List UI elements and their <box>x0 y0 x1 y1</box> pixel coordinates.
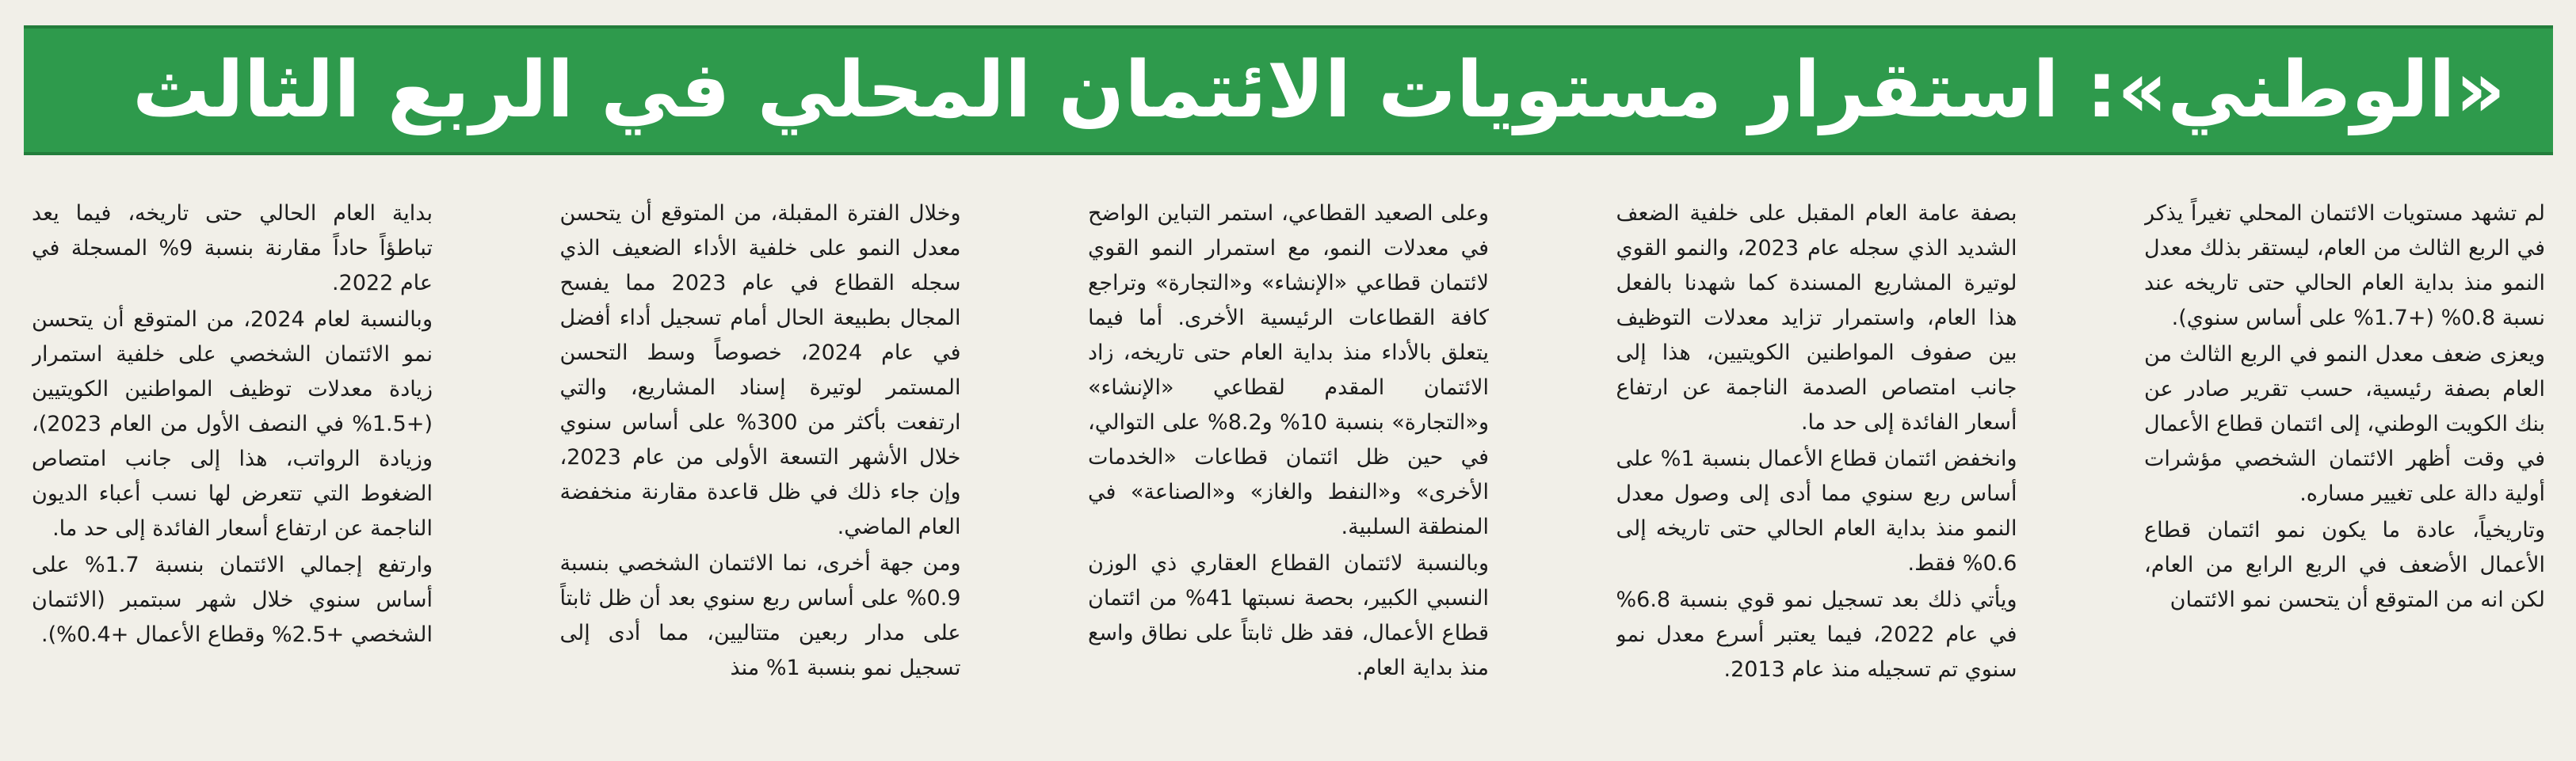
paragraph: وخلال الفترة المقبلة، من المتوقع أن يتحسن معدل النمو على خلفية الأداء الضعيف الذي سجله القطاع في عام 2023 مما يفسح المجال بطبيعة الحال أمام تسجيل أداء أفضل في عام 2024، خصوصاً وسط التحسن المستمر لوتيرة إسناد المشاريع، والتي ارتفعت بأكثر من 300% على أساس سنوي خلال الأشهر التسعة الأولى من عام 2023، وإن جاء ذلك في ظل قاعدة مقارنة منخفضة العام الماضي. <box>559 201 961 539</box>
paragraph: وعلى الصعيد القطاعي، استمر التباين الواضح في معدلات النمو، مع استمرار النمو القوي لائتمان قطاعي «الإنشاء» و«التجارة» وتراجع كافة القطاعات الرئيسية الأخرى. أما فيما يتعلق بالأداء منذ بداية العام حتى تاريخه، زاد الائتمان المقدم لقطاعي «الإنشاء» و«التجارة» بنسبة 10% و8.2% على التوالي، في حين ظل ائتمان قطاعات «الخدمات الأخرى» و«النفط والغاز» و«الصناعة» في المنطقة السلبية. <box>1088 201 1489 539</box>
paragraph: وارتفع إجمالي الائتمان بنسبة 1.7% على أساس سنوي خلال شهر سبتمبر (الائتمان الشخصي +2.5% وقطاع الأعمال +0.4%). <box>32 553 433 647</box>
paragraph: ويعزى ضعف معدل النمو في الربع الثالث من العام بصفة رئيسية، حسب تقرير صادر عن بنك الكويت الوطني، إلى ائتمان قطاع الأعمال في وقت أظهر الائتمان الشخصي مؤشرات أولية دالة على تغيير مساره. <box>2144 342 2545 506</box>
article-headline: «الوطني»: استقرار مستويات الائتمان المحلي في الربع الثالث <box>132 45 2505 135</box>
paragraph: وتاريخياً، عادة ما يكون نمو ائتمان قطاع الأعمال الأضعف في الربع الرابع من العام، لكن انه من المتوقع أن يتحسن نمو الائتمان <box>2144 518 2545 612</box>
text-column-1 <box>2144 196 2545 743</box>
headline-banner <box>24 25 2553 155</box>
text-column-3 <box>1088 196 1489 743</box>
paragraph: بصفة عامة العام المقبل على خلفية الضعف الشديد الذي سجله عام 2023، والنمو القوي لوتيرة المشاريع المسندة كما شهدنا بالفعل هذا العام، واستمرار تزايد معدلات التوظيف بين صفوف المواطنين الكويتيين، هذا إلى جانب امتصاص الصدمة الناجمة عن ارتفاع أسعار الفائدة إلى حد ما. <box>1616 201 2017 435</box>
text-column-5 <box>32 196 433 743</box>
paragraph: ويأتي ذلك بعد تسجيل نمو قوي بنسبة 6.8% في عام 2022، فيما يعتبر أسرع معدل نمو سنوي تم تسجيله منذ عام 2013. <box>1616 588 2017 682</box>
text-column-2 <box>1616 196 2017 743</box>
paragraph: لم تشهد مستويات الائتمان المحلي تغيراً يذكر في الربع الثالث من العام، ليستقر بذلك معدل النمو منذ بداية العام الحالي حتى تاريخه عند نسبة 0.8% (+1.7% على أساس سنوي). <box>2144 201 2545 330</box>
paragraph: وبالنسبة لائتمان القطاع العقاري ذي الوزن النسبي الكبير، بحصة نسبتها 41% من ائتمان قطاع الأعمال، فقد ظل ثابتاً على نطاق واسع منذ بداية العام. <box>1088 551 1489 680</box>
paragraph: بداية العام الحالي حتى تاريخه، فيما يعد تباطؤاً حاداً مقارنة بنسبة 9% المسجلة في عام 2022. <box>32 201 433 295</box>
paragraph: وانخفض ائتمان قطاع الأعمال بنسبة 1% على أساس ربع سنوي مما أدى إلى وصول معدل النمو منذ بداية العام الحالي حتى تاريخه إلى 0.6% فقط. <box>1616 447 2017 576</box>
article-body <box>32 196 2545 743</box>
paragraph: وبالنسبة لعام 2024، من المتوقع أن يتحسن نمو الائتمان الشخصي على خلفية استمرار زيادة معدلات توظيف المواطنين الكويتيين (+1.5% في النصف الأول من العام 2023)، وزيادة الرواتب، هذا إلى جانب امتصاص الضغوط التي تتعرض لها نسب أعباء الديون الناجمة عن ارتفاع أسعار الفائدة إلى حد ما. <box>32 307 433 541</box>
text-column-4 <box>560 196 961 743</box>
paragraph: ومن جهة أخرى، نما الائتمان الشخصي بنسبة 0.9% على أساس ربع سنوي بعد أن ظل ثابتاً على مدار ربعين متتاليين، مما أدى إلى تسجيل نمو بنسبة 1% منذ <box>559 551 961 680</box>
